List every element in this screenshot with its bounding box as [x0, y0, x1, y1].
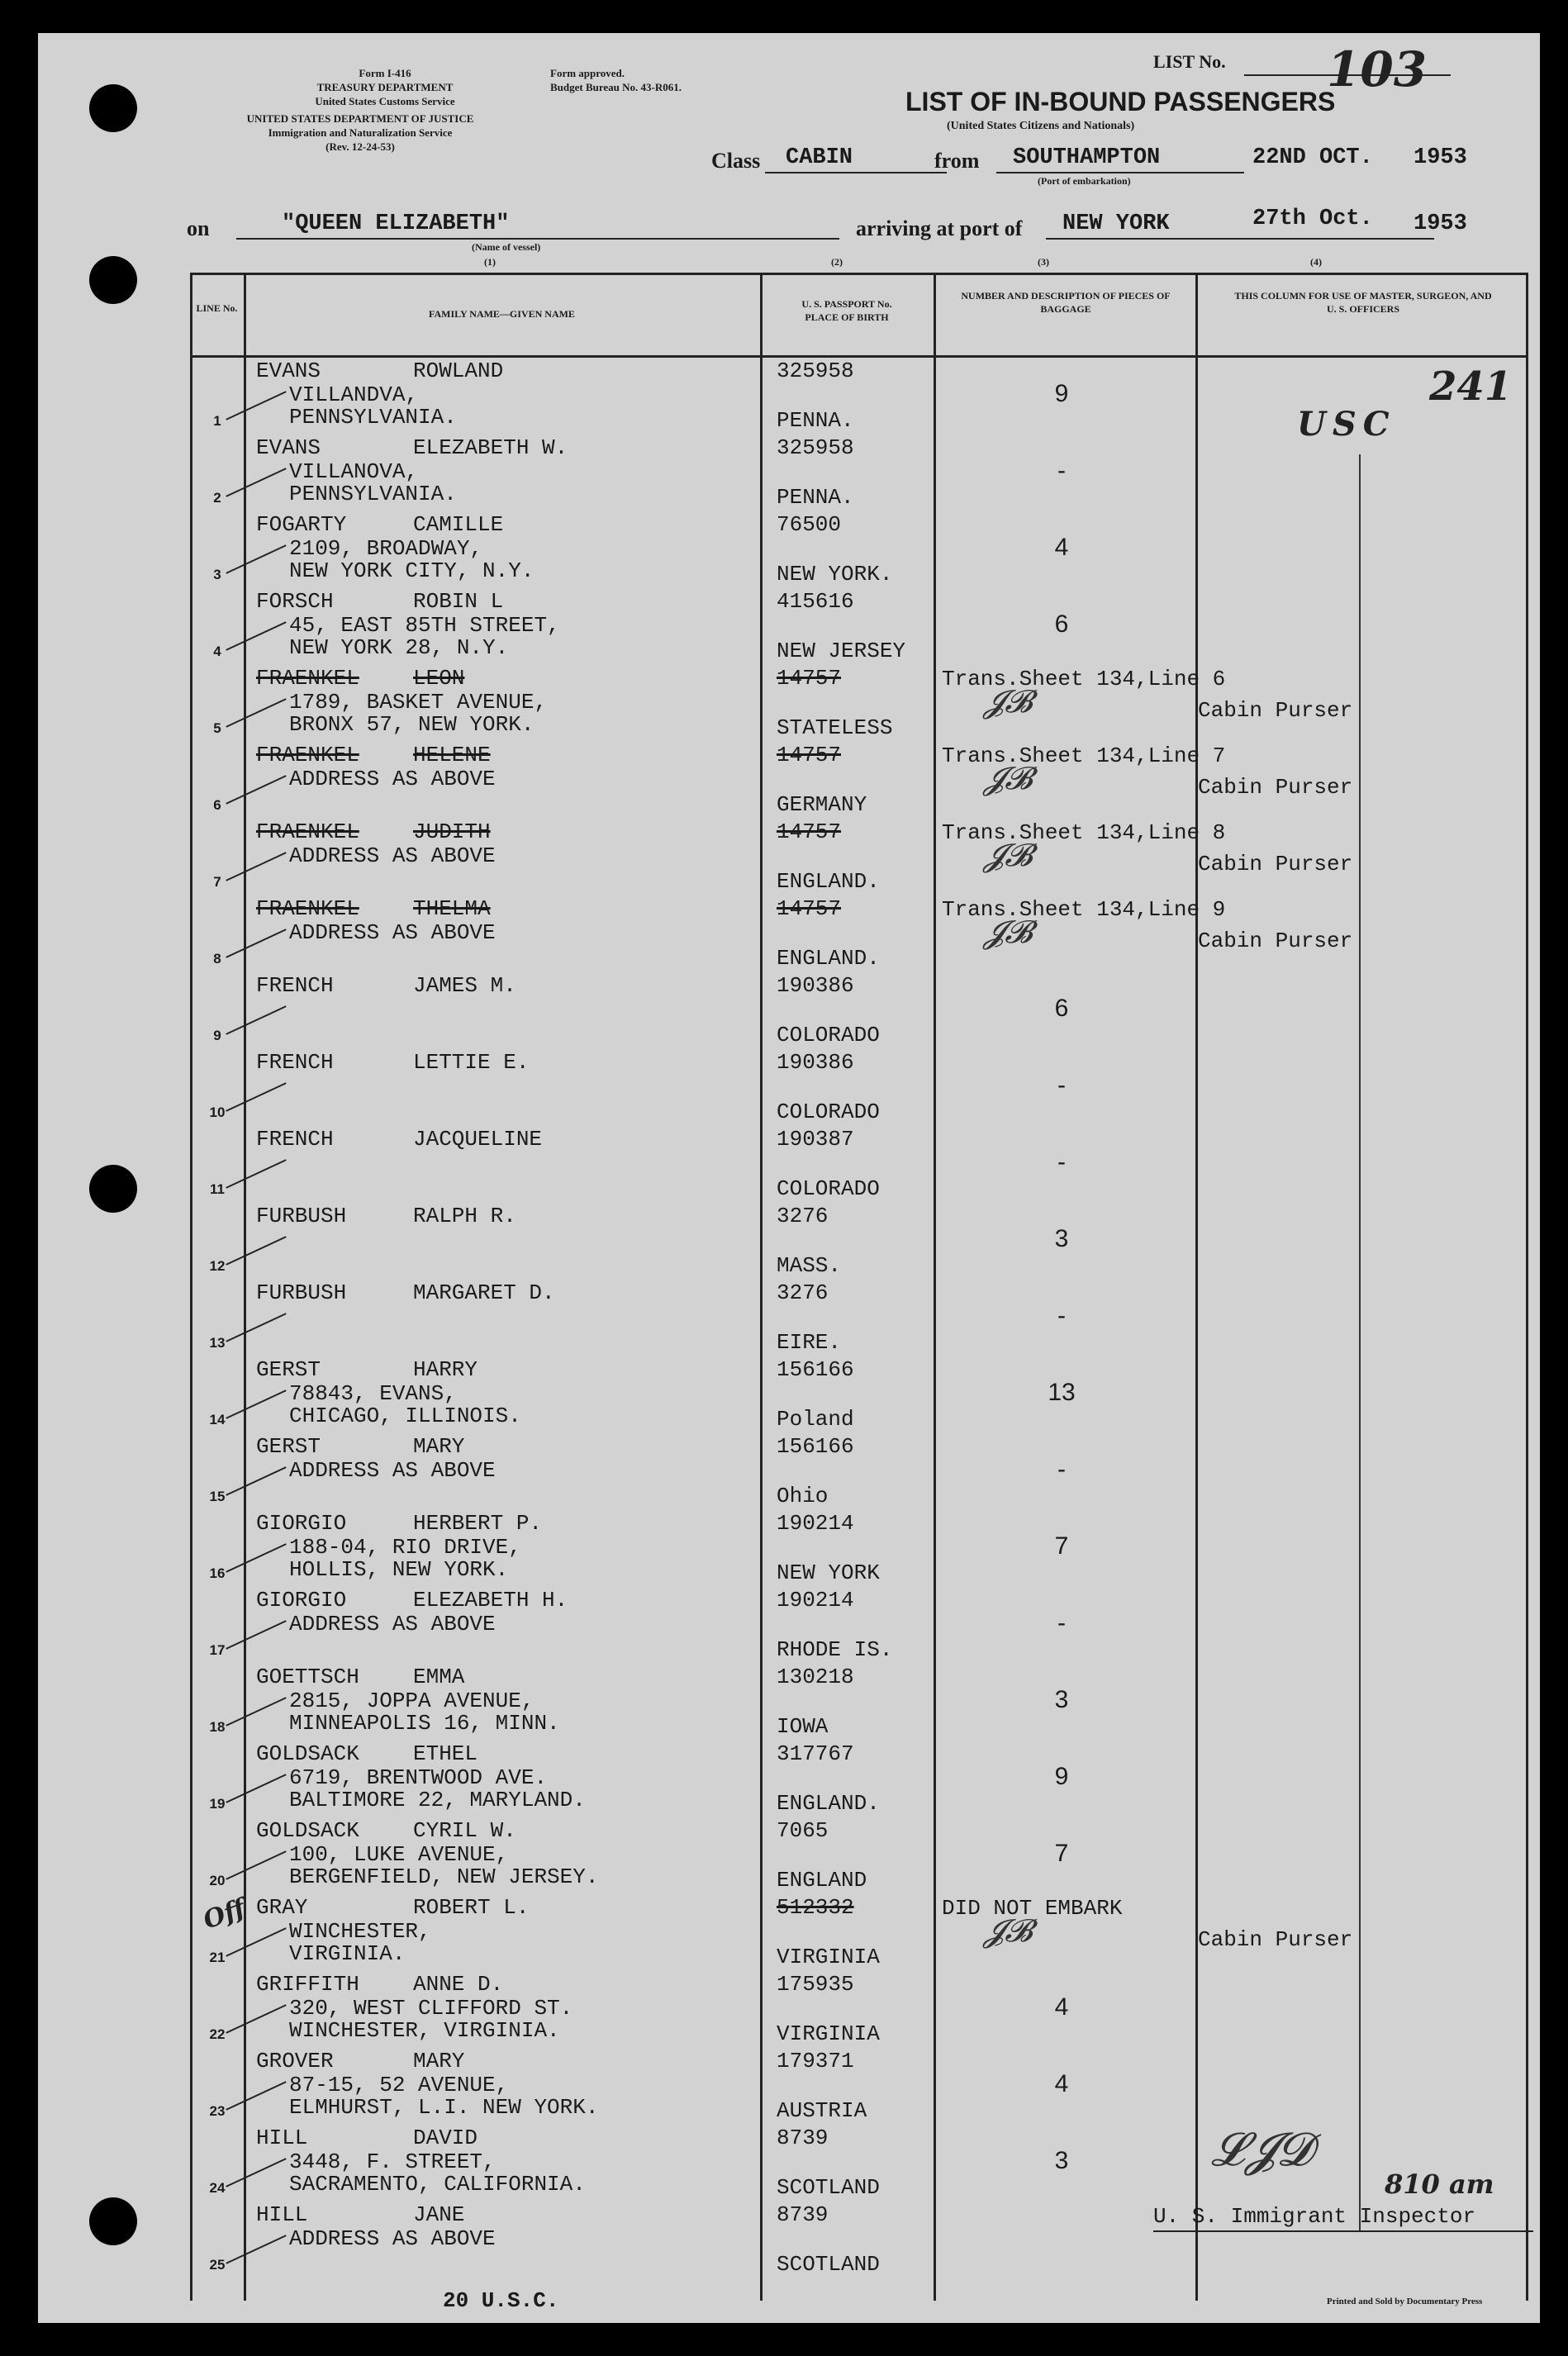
place-of-birth: ENGLAND [777, 1868, 867, 1893]
doj-info: UNITED STATES DEPARTMENT OF JUSTICE Immigration and Naturalization Service (Rev. 12-24-53) [246, 112, 474, 153]
place-of-birth: Poland [777, 1407, 854, 1432]
class-label: Class [711, 149, 761, 173]
address-line-1: 3448, F. STREET, [289, 2149, 496, 2174]
on-label: on [187, 216, 210, 240]
passport-number: 14757 [777, 743, 842, 767]
vessel-name: "QUEEN ELIZABETH" [282, 211, 510, 236]
col-header-passport: U. S. PASSPORT No. PLACE OF BIRTH [801, 298, 892, 323]
family-name: GRAY [256, 1895, 308, 1920]
passenger-count: 241 [1429, 363, 1513, 410]
inspection-time: 810 am [1385, 2168, 1494, 2200]
table-row [190, 1512, 1528, 1589]
manifest-table [190, 273, 1528, 2301]
address-line-2: WINCHESTER, VIRGINIA. [289, 2018, 560, 2043]
table-row [190, 590, 1528, 667]
purser-signature: 𝓙𝓑 [983, 760, 1033, 796]
check-mark [226, 1850, 286, 1880]
given-name: JANE [413, 2202, 465, 2227]
table-row [190, 1204, 1528, 1281]
manifest-title: LIST OF IN-BOUND PASSENGERS [905, 87, 1336, 116]
table-row [190, 1973, 1528, 2050]
line-number: 2 [213, 490, 221, 506]
address-line-1: 6719, BRENTWOOD AVE. [289, 1765, 548, 1790]
check-mark [226, 1774, 286, 1803]
address-line-1: VILLANDVA, [289, 382, 419, 407]
given-name: LEON [413, 666, 465, 691]
check-mark [226, 2158, 286, 2187]
check-mark [226, 1389, 286, 1419]
address-line-2: VIRGINIA. [289, 1941, 406, 1966]
family-name: GIORGIO [256, 1511, 347, 1536]
vessel-underline [236, 238, 839, 240]
address-line-1: 100, LUKE AVENUE, [289, 1842, 509, 1867]
given-name: MARY [413, 1434, 465, 1459]
given-name: ROBERT L. [413, 1895, 530, 1920]
table-row [190, 1358, 1528, 1435]
col-header-name: FAMILY NAME—GIVEN NAME [429, 308, 575, 320]
baggage-count: 6 [1054, 610, 1069, 638]
address-line-2: PENNSYLVANIA. [289, 482, 457, 506]
col-header-officers: THIS COLUMN FOR USE OF MASTER, SURGEON, AND U. S. OFFICERS [1234, 290, 1492, 315]
line-number: 5 [213, 720, 221, 736]
baggage-count: 3 [1054, 1686, 1069, 1713]
baggage-count: 3 [1054, 1225, 1069, 1252]
passport-number: 156166 [777, 1357, 854, 1382]
table-row [190, 1742, 1528, 1819]
address-line-1: 78843, EVANS, [289, 1381, 457, 1406]
family-name: FURBUSH [256, 1280, 347, 1305]
table-row [190, 1665, 1528, 1742]
col-header-line-no: LINE No. [196, 302, 238, 314]
place-of-birth: EIRE. [777, 1330, 842, 1355]
arrival-underline [1046, 238, 1434, 240]
transfer-remark: Trans.Sheet 134,Line 6 [942, 667, 1226, 691]
from-value: SOUTHAMPTON [1013, 145, 1161, 170]
baggage-count: 9 [1054, 380, 1069, 407]
line-number: 14 [209, 1412, 226, 1427]
transfer-remark: DID NOT EMBARK [942, 1896, 1123, 1921]
given-name: DAVID [413, 2126, 478, 2150]
family-name: FRAENKEL [256, 896, 359, 921]
departure-year: 1953 [1414, 145, 1467, 170]
table-row [190, 1819, 1528, 1896]
baggage-count: - [1057, 1609, 1066, 1636]
passport-number: 512332 [777, 1895, 854, 1920]
check-mark [226, 698, 286, 728]
col-header-baggage: NUMBER AND DESCRIPTION OF PIECES OF BAGGAGE [961, 290, 1171, 315]
purser-signature: 𝓙𝓑 [983, 837, 1033, 873]
check-mark [226, 1082, 286, 1112]
punch-hole [89, 2197, 137, 2245]
given-name: EMMA [413, 1665, 465, 1689]
purser-remark: Cabin Purser [1198, 1927, 1353, 1952]
inspector-underline [1153, 2230, 1533, 2232]
transfer-remark: Trans.Sheet 134,Line 7 [942, 743, 1226, 768]
passport-number: 14757 [777, 896, 842, 921]
address-line-1: ADDRESS AS ABOVE [289, 843, 496, 868]
family-name: GOLDSACK [256, 1741, 359, 1766]
col-number-2: (2) [831, 256, 843, 268]
given-name: ANNE D. [413, 1972, 504, 1997]
passport-number: 14757 [777, 666, 842, 691]
line-number: 12 [209, 1258, 226, 1274]
address-line-1: 320, WEST CLIFFORD ST. [289, 1996, 573, 2021]
check-mark [226, 621, 286, 651]
place-of-birth: GERMANY [777, 792, 867, 817]
baggage-count: - [1057, 1302, 1066, 1329]
passport-number: 190386 [777, 1050, 854, 1075]
baggage-count: 4 [1054, 534, 1069, 561]
from-caption: (Port of embarkation) [1038, 175, 1131, 187]
punch-hole [89, 1165, 137, 1213]
arrival-year: 1953 [1414, 211, 1467, 236]
address-line-2: ELMHURST, L.I. NEW YORK. [289, 2095, 599, 2120]
passport-number: 14757 [777, 819, 842, 844]
passport-number: 190387 [777, 1127, 854, 1152]
col-number-3: (3) [1038, 256, 1049, 268]
family-name: GRIFFITH [256, 1972, 359, 1997]
line-number: 15 [209, 1489, 226, 1504]
family-name: GROVER [256, 2049, 334, 2073]
line-number: 17 [209, 1642, 226, 1658]
place-of-birth: NEW YORK [777, 1560, 880, 1585]
address-line-2: SACRAMENTO, CALIFORNIA. [289, 2172, 586, 2197]
given-name: ETHEL [413, 1741, 478, 1766]
table-header-rule [190, 355, 1528, 358]
place-of-birth: STATELESS [777, 715, 893, 740]
family-name: GERST [256, 1357, 321, 1382]
approval-info: Form approved. Budget Bureau No. 43-R061. [550, 67, 682, 93]
address-line-1: 188-04, RIO DRIVE, [289, 1535, 521, 1560]
given-name: HELENE [413, 743, 491, 767]
purser-remark: Cabin Purser [1198, 775, 1353, 800]
table-border-top [190, 273, 1528, 275]
transfer-remark: Trans.Sheet 134,Line 8 [942, 820, 1226, 845]
address-line-2: NEW YORK 28, N.Y. [289, 635, 509, 660]
passport-number: 130218 [777, 1665, 854, 1689]
check-mark [226, 2004, 286, 2034]
line-number: 6 [213, 797, 221, 813]
family-name: HILL [256, 2202, 308, 2227]
given-name: ELEZABETH W. [413, 435, 568, 460]
purser-signature: 𝓙𝓑 [983, 914, 1033, 950]
arriving-label: arriving at port of [856, 216, 1023, 240]
check-mark [226, 852, 286, 881]
line-number: 11 [210, 1181, 225, 1197]
given-name: JUDITH [413, 819, 491, 844]
place-of-birth: PENNA. [777, 485, 854, 510]
place-of-birth: ENGLAND. [777, 946, 880, 971]
family-name: GERST [256, 1434, 321, 1459]
address-line-1: 2109, BROADWAY, [289, 536, 483, 561]
punch-hole [89, 84, 137, 132]
table-row [190, 1051, 1528, 1128]
baggage-count: 4 [1054, 2070, 1069, 2097]
place-of-birth: AUSTRIA [777, 2098, 867, 2123]
baggage-count: - [1057, 1071, 1066, 1099]
transfer-remark: Trans.Sheet 134,Line 9 [942, 897, 1226, 922]
purser-signature: 𝓙𝓑 [983, 1912, 1033, 1949]
line-number: 19 [209, 1796, 226, 1812]
class-value: CABIN [786, 145, 853, 170]
place-of-birth: NEW YORK. [777, 562, 893, 587]
baggage-count: - [1057, 1456, 1066, 1483]
family-name: FRAENKEL [256, 666, 359, 691]
table-row [190, 974, 1528, 1051]
printer-credit: Printed and Sold by Documentary Press [1327, 2297, 1483, 2306]
address-line-1: ADDRESS AS ABOVE [289, 1612, 496, 1636]
check-mark [226, 1236, 286, 1266]
place-of-birth: ENGLAND. [777, 869, 880, 894]
address-line-1: ADDRESS AS ABOVE [289, 2226, 496, 2251]
given-name: MARGARET D. [413, 1280, 555, 1305]
passport-number: 190386 [777, 973, 854, 998]
table-row [190, 1896, 1528, 1973]
given-name: THELMA [413, 896, 491, 921]
check-mark [226, 775, 286, 805]
table-row [190, 1589, 1528, 1665]
from-underline [996, 172, 1244, 173]
usc-annotation: USC [1297, 405, 1396, 444]
check-mark [226, 1466, 286, 1496]
passport-number: 76500 [777, 512, 842, 537]
check-mark [226, 1543, 286, 1573]
baggage-count: 13 [1048, 1379, 1076, 1406]
given-name: MARY [413, 2049, 465, 2073]
purser-signature: 𝓙𝓑 [983, 683, 1033, 720]
passport-number: 8739 [777, 2202, 829, 2227]
address-line-1: 87-15, 52 AVENUE, [289, 2073, 509, 2097]
given-name: ROWLAND [413, 359, 504, 383]
place-of-birth: COLORADO [777, 1023, 880, 1047]
given-name: CAMILLE [413, 512, 504, 537]
baggage-count: 6 [1054, 995, 1069, 1022]
baggage-count: 3 [1054, 2147, 1069, 2174]
address-line-1: WINCHESTER, [289, 1919, 431, 1944]
line-number: 9 [213, 1028, 221, 1043]
check-mark [226, 1313, 286, 1342]
address-line-1: ADDRESS AS ABOVE [289, 767, 496, 791]
line-number: 8 [213, 951, 221, 967]
line-number: 13 [209, 1335, 226, 1351]
given-name: CYRIL W. [413, 1818, 516, 1843]
passport-number: 7065 [777, 1818, 829, 1843]
officer-column-bracket [1359, 454, 1361, 2230]
place-of-birth: IOWA [777, 1714, 829, 1739]
address-line-1: VILLANOVA, [289, 459, 419, 484]
family-name: FRENCH [256, 973, 334, 998]
passport-number: 3276 [777, 1280, 829, 1305]
given-name: HARRY [413, 1357, 478, 1382]
check-mark [226, 1159, 286, 1189]
baggage-count: - [1057, 1148, 1066, 1176]
list-no-value: 103 [1327, 41, 1428, 97]
given-name: LETTIE E. [413, 1050, 530, 1075]
baggage-count: 4 [1054, 1993, 1069, 2021]
line-number: 7 [213, 874, 221, 890]
check-mark [226, 544, 286, 574]
address-line-1: 2815, JOPPA AVENUE, [289, 1689, 535, 1713]
place-of-birth: SCOTLAND [777, 2252, 880, 2277]
address-line-2: BRONX 57, NEW YORK. [289, 712, 535, 737]
table-row [190, 2126, 1528, 2203]
address-line-2: HOLLIS, NEW YORK. [289, 1557, 509, 1582]
footer-stamp: 20 U.S.C. [443, 2288, 559, 2313]
address-line-1: ADDRESS AS ABOVE [289, 1458, 496, 1483]
line-number: 10 [209, 1104, 226, 1120]
passport-number: 317767 [777, 1741, 854, 1766]
line-number: 3 [213, 567, 221, 582]
departure-date: 22ND OCT. [1252, 145, 1373, 170]
table-row [190, 1435, 1528, 1512]
purser-remark: Cabin Purser [1198, 929, 1353, 953]
given-name: ROBIN L [413, 589, 504, 614]
punch-hole [89, 256, 137, 304]
col-number-1: (1) [484, 256, 496, 268]
family-name: FRAENKEL [256, 743, 359, 767]
table-row [190, 820, 1528, 897]
check-mark [226, 391, 286, 420]
baggage-count: 7 [1054, 1532, 1069, 1560]
family-name: GIORGIO [256, 1588, 347, 1613]
line-number: 1 [213, 413, 221, 429]
address-line-2: BERGENFIELD, NEW JERSEY. [289, 1864, 599, 1889]
class-underline [765, 172, 947, 173]
form-info: Form I-416 TREASURY DEPARTMENT United States Customs Service [315, 67, 455, 107]
line-number: 18 [209, 1719, 226, 1735]
inspector-title: U. S. Immigrant Inspector [1153, 2204, 1476, 2229]
arrival-date: 27th Oct. [1252, 207, 1373, 231]
inspector-signature: 𝓛𝓙𝓓 [1211, 2123, 1313, 2177]
passport-number: 156166 [777, 1434, 854, 1459]
check-mark [226, 2235, 286, 2264]
baggage-count: 9 [1054, 1763, 1069, 1790]
manifest-subtitle: (United States Citizens and Nationals) [947, 120, 1135, 132]
passenger-manifest-page [38, 33, 1540, 2323]
place-of-birth: Ohio [777, 1484, 829, 1508]
table-row [190, 513, 1528, 590]
baggage-count: - [1057, 457, 1066, 484]
given-name: HERBERT P. [413, 1511, 543, 1536]
table-row [190, 743, 1528, 820]
table-row [190, 2050, 1528, 2126]
table-row [190, 667, 1528, 743]
line-number: 21 [209, 1950, 226, 1965]
purser-remark: Cabin Purser [1198, 698, 1353, 723]
place-of-birth: COLORADO [777, 1100, 880, 1124]
family-name: FORSCH [256, 589, 334, 614]
given-name: RALPH R. [413, 1204, 516, 1228]
place-of-birth: VIRGINIA [777, 2021, 880, 2046]
line-number: 23 [209, 2103, 226, 2119]
family-name: FRAENKEL [256, 819, 359, 844]
place-of-birth: NEW JERSEY [777, 639, 906, 663]
passport-number: 190214 [777, 1511, 854, 1536]
vessel-caption: (Name of vessel) [472, 241, 541, 253]
passport-number: 3276 [777, 1204, 829, 1228]
line-number: 24 [209, 2180, 226, 2196]
col-number-4: (4) [1310, 256, 1322, 268]
line-number: 25 [209, 2257, 226, 2273]
place-of-birth: ENGLAND. [777, 1791, 880, 1816]
address-line-2: NEW YORK CITY, N.Y. [289, 558, 535, 583]
check-mark [226, 929, 286, 958]
passport-number: 175935 [777, 1972, 854, 1997]
line-number: 20 [209, 1873, 226, 1888]
list-no-label: LIST No. [1153, 51, 1226, 72]
arrival-port: NEW YORK [1062, 211, 1170, 236]
given-name: JAMES M. [413, 973, 516, 998]
check-mark [226, 1005, 286, 1035]
line-number: 16 [209, 1565, 226, 1581]
table-row [190, 436, 1528, 513]
from-label: from [934, 149, 980, 173]
table-row [190, 1281, 1528, 1358]
place-of-birth: COLORADO [777, 1176, 880, 1201]
place-of-birth: MASS. [777, 1253, 842, 1278]
address-line-1: 1789, BASKET AVENUE, [289, 690, 548, 715]
check-mark [226, 2081, 286, 2111]
table-row [190, 897, 1528, 974]
passport-number: 179371 [777, 2049, 854, 2073]
passport-number: 190214 [777, 1588, 854, 1613]
family-name: HILL [256, 2126, 308, 2150]
address-line-2: MINNEAPOLIS 16, MINN. [289, 1711, 560, 1736]
check-mark [226, 1927, 286, 1957]
off-annotation: Off [199, 1893, 249, 1936]
family-name: GOETTSCH [256, 1665, 359, 1689]
address-line-1: ADDRESS AS ABOVE [289, 920, 496, 945]
place-of-birth: PENNA. [777, 408, 854, 433]
family-name: EVANS [256, 359, 321, 383]
purser-remark: Cabin Purser [1198, 852, 1353, 876]
address-line-1: 45, EAST 85TH STREET, [289, 613, 560, 638]
address-line-2: PENNSYLVANIA. [289, 405, 457, 430]
passport-number: 325958 [777, 359, 854, 383]
line-number: 4 [213, 644, 221, 659]
place-of-birth: RHODE IS. [777, 1637, 893, 1662]
passport-number: 415616 [777, 589, 854, 614]
address-line-2: CHICAGO, ILLINOIS. [289, 1404, 521, 1428]
place-of-birth: SCOTLAND [777, 2175, 880, 2200]
check-mark [226, 468, 286, 497]
given-name: JACQUELINE [413, 1127, 543, 1152]
family-name: FOGARTY [256, 512, 347, 537]
passport-number: 325958 [777, 435, 854, 460]
passport-number: 8739 [777, 2126, 829, 2150]
family-name: FRENCH [256, 1050, 334, 1075]
family-name: FRENCH [256, 1127, 334, 1152]
place-of-birth: VIRGINIA [777, 1945, 880, 1969]
baggage-count: 7 [1054, 1840, 1069, 1867]
check-mark [226, 1697, 286, 1727]
given-name: ELEZABETH H. [413, 1588, 568, 1613]
family-name: GOLDSACK [256, 1818, 359, 1843]
address-line-2: BALTIMORE 22, MARYLAND. [289, 1788, 586, 1812]
table-row [190, 1128, 1528, 1204]
family-name: EVANS [256, 435, 321, 460]
line-number: 22 [209, 2026, 226, 2042]
check-mark [226, 1620, 286, 1650]
family-name: FURBUSH [256, 1204, 347, 1228]
